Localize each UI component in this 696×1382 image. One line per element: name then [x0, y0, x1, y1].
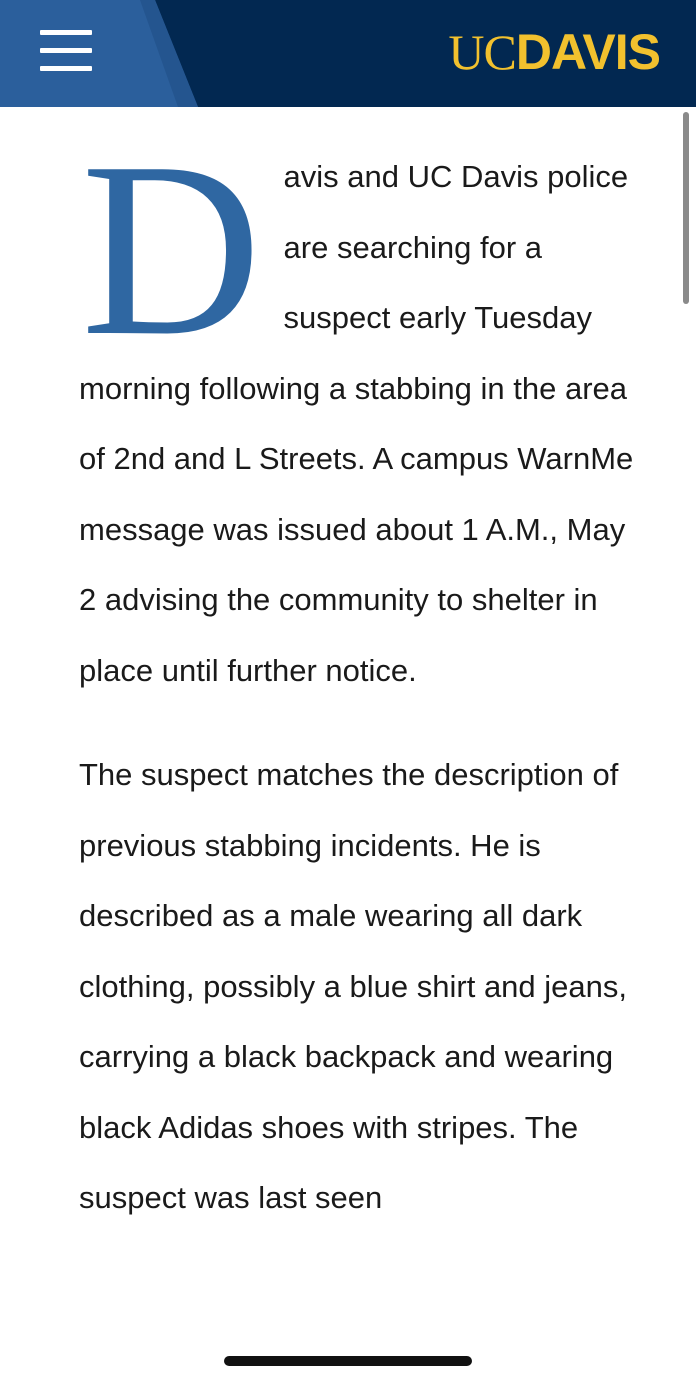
logo-uc-text: UC — [448, 24, 516, 80]
home-indicator[interactable] — [224, 1356, 472, 1366]
logo-davis-text: DAVIS — [515, 24, 660, 80]
site-header — [0, 0, 696, 107]
menu-button[interactable] — [30, 22, 102, 80]
uc-davis-logo[interactable] — [448, 24, 660, 80]
article-paragraph-1 — [79, 111, 639, 706]
drop-cap: D — [81, 111, 262, 388]
scrollbar-thumb[interactable] — [683, 112, 689, 304]
paragraph-1-text: avis and UC Davis police are searching for a suspect early Tuesday morning following a stabbing in the area of 2nd and L Streets. A campus WarnMe message was issued about 1 A.M., May 2 advising the community to shelter in place until further notice. — [79, 159, 634, 688]
article-paragraph-2: The suspect matches the description of previous stabbing incidents. He is described as a male wearing all dark clothing, possibly a blue shirt and jeans, carrying a black backpack and wearing black Adidas shoes with stripes. The suspect was last seen — [79, 757, 627, 1215]
article-body — [79, 111, 639, 1234]
